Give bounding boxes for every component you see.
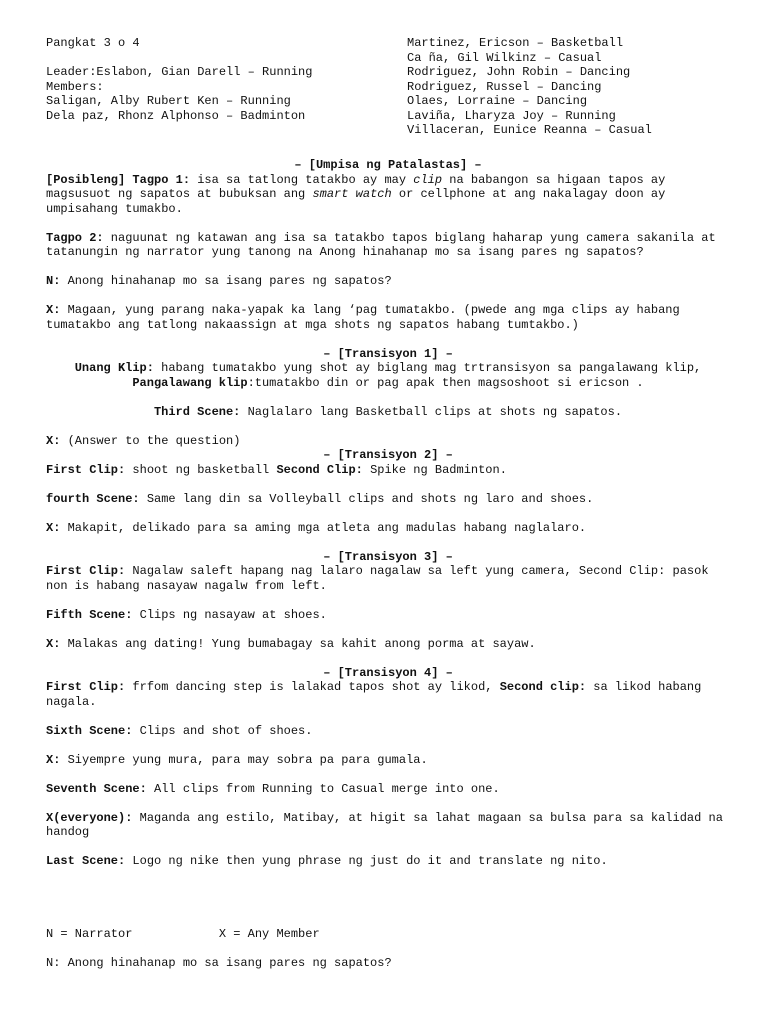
member-answer-line: X: Siyempre yung mura, para may sobra pa para gumala. [46,752,428,767]
spacer [46,883,730,898]
third-scene: Third Scene: Naglalaro lang Basketball clips at shots ng sapatos. [153,404,623,419]
leader-line: Leader:Eslabon, Gian Darell – Running [46,65,313,79]
legend-narrator: N = Narrator [46,926,133,941]
member-line: Laviña, Lharyza Joy – Running [407,108,616,123]
legend-line [46,927,730,942]
group-header [46,36,726,136]
member-line: Rodriguez, Russel – Dancing [407,79,602,94]
scene-tagpo-1: [Posibleng] Tagpo 1: isa sa tatlong tatakbo ay may clip na babangon sa higaan tapos ay magsusuot ng sapatos at bubuksan ang smart watch or cellphone at ang nakalagay doon ay umpisahang tumakbo. [46,172,666,216]
transition-heading-4: – [Transisyon 4] – [323,665,453,680]
fifth-scene: Fifth Scene: Clips ng nasayaw at shoes. [46,607,327,622]
everyone-line: X(everyone): Maganda ang estilo, Matibay, at higit sa lahat magaan sa bulsa para sa kalidad na handog [46,810,723,839]
member-line: Ca ña, Gil Wilkinz – Casual [407,50,602,65]
member-line: Dela paz, Rhonz Alphonso – Badminton [46,108,306,123]
narrator-line: N: Anong hinahanap mo sa isang pares ng sapatos? [46,274,392,288]
last-scene: Last Scene: Logo ng nike then yung phrase ng just do it and translate ng nito. [46,854,608,868]
member-answer-line: X: (Answer to the question) [46,433,241,448]
closing-narrator-line: N: Anong hinahanap mo sa isang pares ng sapatos? [46,955,392,970]
member-line: Olaes, Lorraine – Dancing [407,94,588,108]
transition-heading-2: – [Transisyon 2] – [323,448,453,462]
member-line: Rodriguez, John Robin – Dancing [407,65,631,79]
member-answer-line: X: Makapit, delikado para sa aming mga atleta ang madulas habang naglalaro. [46,520,587,535]
header-right-column [407,36,737,138]
transition-3-clips: First Clip: Nagalaw saleft hapang nag lalaro nagalaw sa left yung camera, Second Clip: pasok non is habang nasayaw nagalw from left. [46,564,709,593]
script-body [46,158,730,985]
transition-1-clips: Unang Klip: habang tumatakbo yung shot ay biglang mag trtransisyon sa pangalawang klip, Pangalawang klip:tumatakbo din or pag apak then magsoshoot si ericson . [74,361,702,390]
group-title: Pangkat 3 o 4 [46,36,140,50]
member-line: Saligan, Alby Rubert Ken – Running [46,94,291,108]
member-line: Martinez, Ericson – Basketball [407,36,624,50]
section-heading-start: – [Umpisa ng Patalastas] – [294,158,482,172]
seventh-scene: Seventh Scene: All clips from Running to Casual merge into one. [46,781,500,796]
transition-4-clips: First Clip: frfom dancing step is lalakad tapos shot ay likod, Second clip: sa likod habang nagala. [46,680,702,709]
sixth-scene: Sixth Scene: Clips and shot of shoes. [46,723,313,738]
transition-2-clips: First Clip: shoot ng basketball Second Clip: Spike ng Badminton. [46,462,507,477]
transition-heading-1: – [Transisyon 1] – [323,346,453,361]
member-line: Villaceran, Eunice Reanna – Casual [407,123,652,137]
member-answer-line: X: Malakas ang dating! Yung bumabagay sa kahit anong porma at sayaw. [46,636,536,651]
scene-tagpo-2: Tagpo 2: naguunat ng katawan ang isa sa tatakbo tapos biglang haharap yung camera sakanila at tatanungin ng narrator yung tanong na Anong hinahanap mo sa isang pares ng sapatos? [46,230,716,259]
transition-heading-3: – [Transisyon 3] – [323,549,453,564]
header-left-column [46,36,396,123]
members-label: Members: [46,79,104,94]
member-answer-line: X: Magaan, yung parang naka-yapak ka lang ‘pag tumatakbo. (pwede ang mga clips ay habang tumatakbo ang tatlong nakaassign at mga shots ng sapatos habang tumtakbo.) [46,303,680,332]
fourth-scene: fourth Scene: Same lang din sa Volleyball clips and shots ng laro and shoes. [46,491,594,506]
legend-member: X = Any Member [218,926,320,941]
